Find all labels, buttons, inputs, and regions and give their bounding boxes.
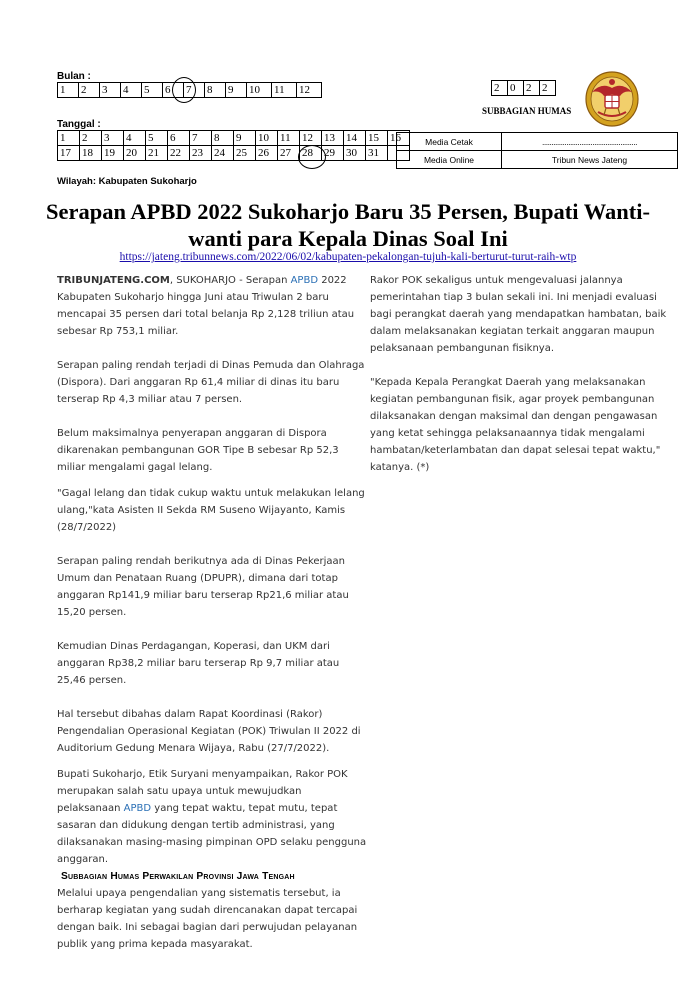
day-cell: 28 <box>300 146 322 161</box>
day-cell: 14 <box>344 131 366 146</box>
selected-day-circle <box>298 145 326 169</box>
month-cell: 3 <box>100 83 121 98</box>
month-cell: 5 <box>142 83 163 98</box>
day-cell: 5 <box>146 131 168 146</box>
month-cell: 8 <box>205 83 226 98</box>
day-cell: 18 <box>80 146 102 161</box>
media-cetak-value: ................................................... <box>502 133 678 151</box>
day-cell: 27 <box>278 146 300 161</box>
text-span: , SUKOHARJO - Serapan <box>169 275 291 286</box>
paragraph <box>57 766 368 868</box>
year-digit: 0 <box>508 81 524 96</box>
year-digit: 2 <box>492 81 508 96</box>
paragraph: Melalui upaya pengendalian yang sistematis tersebut, ia berharap kegiatan yang sudah direncanakan dapat tercapai dengan baik. Ini sebagai bagian dari perwujudan pelayanan publik yang prima kepada masyarakat. <box>57 888 358 950</box>
day-cell: 10 <box>256 131 278 146</box>
paragraph: Kemudian Dinas Perdagangan, Koperasi, dan UKM dari anggaran Rp38,2 miliar baru terserap Rp 9,7 miliar atau 25,46 persen. <box>57 641 340 686</box>
month-cell: 1 <box>58 83 79 98</box>
media-online-label: Media Online <box>397 151 502 169</box>
day-cell: 20 <box>124 146 146 161</box>
paragraph: Hal tersebut dibahas dalam Rapat Koordinasi (Rakor) Pengendalian Operasional Kegiatan (POK) Triwulan II 2022 di Auditorium Gedung Menara Wijaya, Rabu (27/7/2022). <box>57 709 361 754</box>
month-cell: 10 <box>247 83 272 98</box>
org-label: SUBBAGIAN HUMAS <box>482 106 572 116</box>
right-column <box>370 272 676 476</box>
paragraph: "Gagal lelang dan tidak cukup waktu untuk melakukan lelang ulang,"kata Asisten II Sekda RM Suseno Wijayanto, Kamis (28/7/2022) <box>57 488 365 533</box>
apbd-link[interactable]: APBD <box>290 275 319 286</box>
bulan-label: Bulan : <box>57 71 91 82</box>
day-cell: 16 <box>388 131 410 146</box>
month-cell: 4 <box>121 83 142 98</box>
footer-org: Subbagian Humas Perwakilan Provinsi Jawa Tengah <box>61 871 295 882</box>
paragraph: Serapan paling rendah berikutnya ada di Dinas Pekerjaan Umum dan Penataan Ruang (DPUPR), dimana dari totap anggaran Rp141,9 miliar baru terserap Rp21,6 miliar atau 15,20 persen. <box>57 556 349 618</box>
day-cell: 4 <box>124 131 146 146</box>
article-title: Serapan APBD 2022 Sukoharjo Baru 35 Persen, Bupati Wanti-wanti para Kepala Dinas Soal Ini <box>45 199 651 251</box>
day-cell: 6 <box>168 131 190 146</box>
left-column <box>57 272 368 953</box>
day-cell: 26 <box>256 146 278 161</box>
day-cell: 24 <box>212 146 234 161</box>
day-cell: 8 <box>212 131 234 146</box>
article-url-link[interactable]: https://jateng.tribunnews.com/2022/06/02/kabupaten-pekalongan-tujuh-kali-berturut-turut-raih-wtp <box>119 251 577 263</box>
day-cell: 30 <box>344 146 366 161</box>
selected-month-circle <box>172 77 196 103</box>
month-cell: 6 <box>163 83 184 98</box>
day-cell: 13 <box>322 131 344 146</box>
day-cell: 21 <box>146 146 168 161</box>
paragraph: "Kepada Kepala Perangkat Daerah yang melaksanakan kegiatan pembangunan fisik, agar proyek pembangunan dilaksanakan dengan maksimal dan dengan pengawasan yang ketat sehingga pelaksanaannya tidak mengalami hambatan/keterlambatan dan dapat selesai tepat waktu," katanya. (*) <box>370 377 661 473</box>
apbd-link[interactable]: APBD <box>123 803 152 814</box>
day-cell: 23 <box>190 146 212 161</box>
paragraph: Serapan paling rendah terjadi di Dinas Pemuda dan Olahraga (Dispora). Dari anggaran Rp 61,4 miliar di dinas itu baru terserap Rp 4,3 miliar atau 7 persen. <box>57 360 365 405</box>
month-cell-selected: 7 <box>184 83 205 98</box>
day-cell: 9 <box>234 131 256 146</box>
day-cell: 31 <box>366 146 388 161</box>
month-cell: 11 <box>272 83 297 98</box>
day-cell: 19 <box>102 146 124 161</box>
media-table <box>396 132 678 169</box>
day-cell: 1 <box>58 131 80 146</box>
media-cetak-label: Media Cetak <box>397 133 502 151</box>
month-cell: 12 <box>297 83 322 98</box>
text-span: 2022 Kabupaten Sukoharjo hingga Juni atau Triwulan 2 baru mencapai 35 persen dari total belanja Rp 2,128 triliun atau sebesar Rp 753,1 miliar. <box>57 275 355 337</box>
day-cell-selected: 29 <box>322 146 344 161</box>
day-cell: 15 <box>366 131 388 146</box>
day-cell: 25 <box>234 146 256 161</box>
text-span: yang tepat waktu, tepat mutu, tepat sasaran dan didukung dengan tertib administrasi, yang dilaksanakan masing-masing pimpinan OPD selaku pengguna anggaran. <box>57 803 367 865</box>
day-grid <box>57 130 410 161</box>
paragraph <box>57 272 368 340</box>
day-cell: 12 <box>300 131 322 146</box>
day-cell: 3 <box>102 131 124 146</box>
paragraph: Belum maksimalnya penyerapan anggaran di Dispora dikarenakan pembangunan GOR Tipe B sebesar Rp 52,3 miliar mengalami gagal lelang. <box>57 428 339 473</box>
media-online-value: Tribun News Jateng <box>502 151 678 169</box>
paragraph: Rakor POK sekaligus untuk mengevaluasi jalannya pemerintahan tiap 3 bulan sekali ini. Ini menjadi evaluasi bagi perangkat daerah yang mendapatkan hambatan, baik dalam melaksanakan kegiatan terkait anggaran maupun pelaksanaan pembangunan fisiknya. <box>370 275 667 354</box>
day-cell: 22 <box>168 146 190 161</box>
region-label: Wilayah: Kabupaten Sukoharjo <box>57 176 197 187</box>
tanggal-label: Tanggal : <box>57 119 101 130</box>
day-cell: 2 <box>80 131 102 146</box>
garuda-emblem-icon <box>584 68 640 128</box>
source-label: TRIBUNJATENG.COM <box>57 275 170 286</box>
text-span: Bupati Sukoharjo, Etik Suryani menyampaikan, Rakor POK merupakan salah satu upaya untuk mewujudkan pelaksanaan <box>57 769 348 814</box>
day-cell: 7 <box>190 131 212 146</box>
month-cell: 2 <box>79 83 100 98</box>
month-cell: 9 <box>226 83 247 98</box>
year-digit: 2 <box>524 81 540 96</box>
year-digit: 2 <box>540 81 556 96</box>
year-grid <box>491 80 556 96</box>
day-cell: 17 <box>58 146 80 161</box>
day-cell: 11 <box>278 131 300 146</box>
